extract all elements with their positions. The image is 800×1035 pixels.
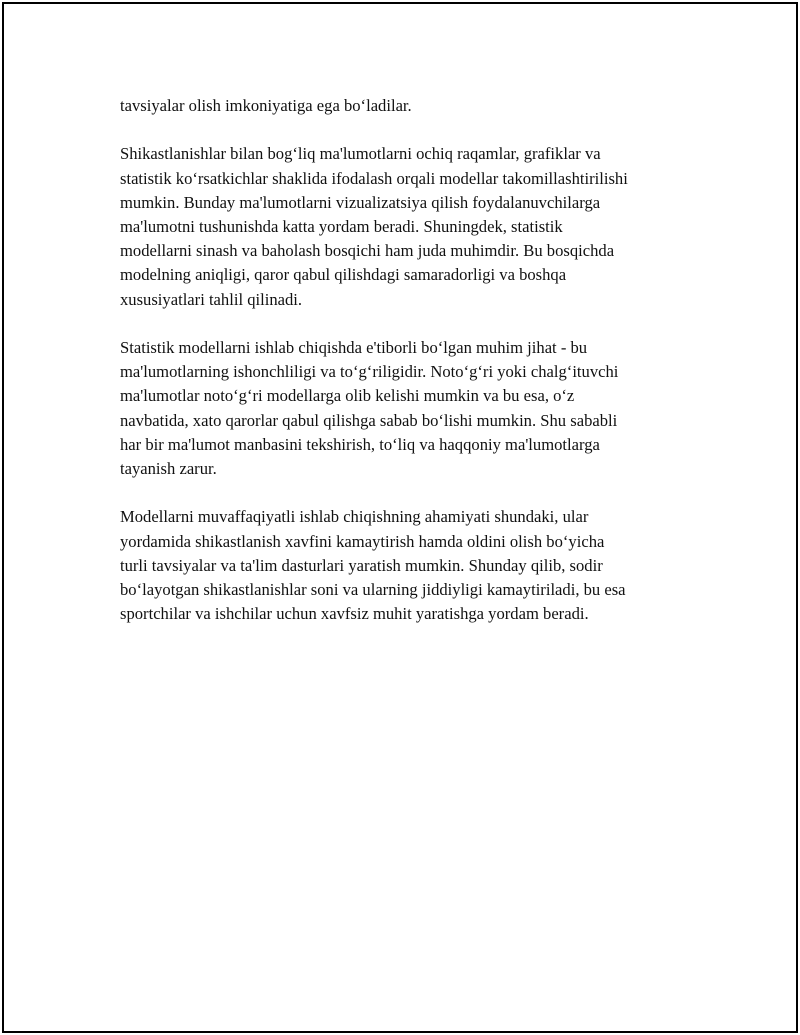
paragraph-3: Statistik modellarni ishlab chiqishda e'tiborli bo‘lgan muhim jihat - bu ma'lumotlarning ishonchliligi va to‘g‘riligidir. Noto‘g‘ri yoki chalg‘ituvchi ma'lumotlar noto‘g‘ri modellarga olib kelishi mumkin va bu esa, o‘z navbatida, xato qarorlar qabul qilishga sabab bo‘lishi mumkin. Shu sababli har bir ma'lumot manbasini tekshirish, to‘liq va haqqoniy ma'lumotlarga tayanish zarur. bbox=[120, 338, 619, 479]
paragraph-1: tavsiyalar olish imkoniyatiga ega bo‘ladilar. bbox=[120, 96, 412, 115]
paragraph-4: Modellarni muvaffaqiyatli ishlab chiqishning ahamiyati shundaki, ular yordamida shikastlanish xavfini kamaytirish hamda oldini olish bo‘yicha turli tavsiyalar va ta'lim dasturlari yaratish mumkin. Shunday qilib, sodir bo‘layotgan shikastlanishlar soni va ularning jiddiyligi kamaytiriladi, bu esa sportchilar va ishchilar uchun xavfsiz muhit yaratishga yordam beradi. bbox=[120, 507, 626, 624]
document-body bbox=[120, 94, 688, 651]
paragraph-2: Shikastlanishlar bilan bog‘liq ma'lumotlarni ochiq raqamlar, grafiklar va statistik ko‘rsatkichlar shaklida ifodalash orqali modellar takomillashtirilishi mumkin. Bunday ma'lumotlarni vizualizatsiya qilish foydalanuvchilarga ma'lumotni tushunishda katta yordam beradi. Shuningdek, statistik modellarni sinash va baholash bosqichi ham juda muhimdir. Bu bosqichda modelning aniqligi, qaror qabul qilishdagi samaradorligi va boshqa xususiyatlari tahlil qilinadi. bbox=[120, 144, 628, 309]
document-page bbox=[2, 2, 798, 1033]
